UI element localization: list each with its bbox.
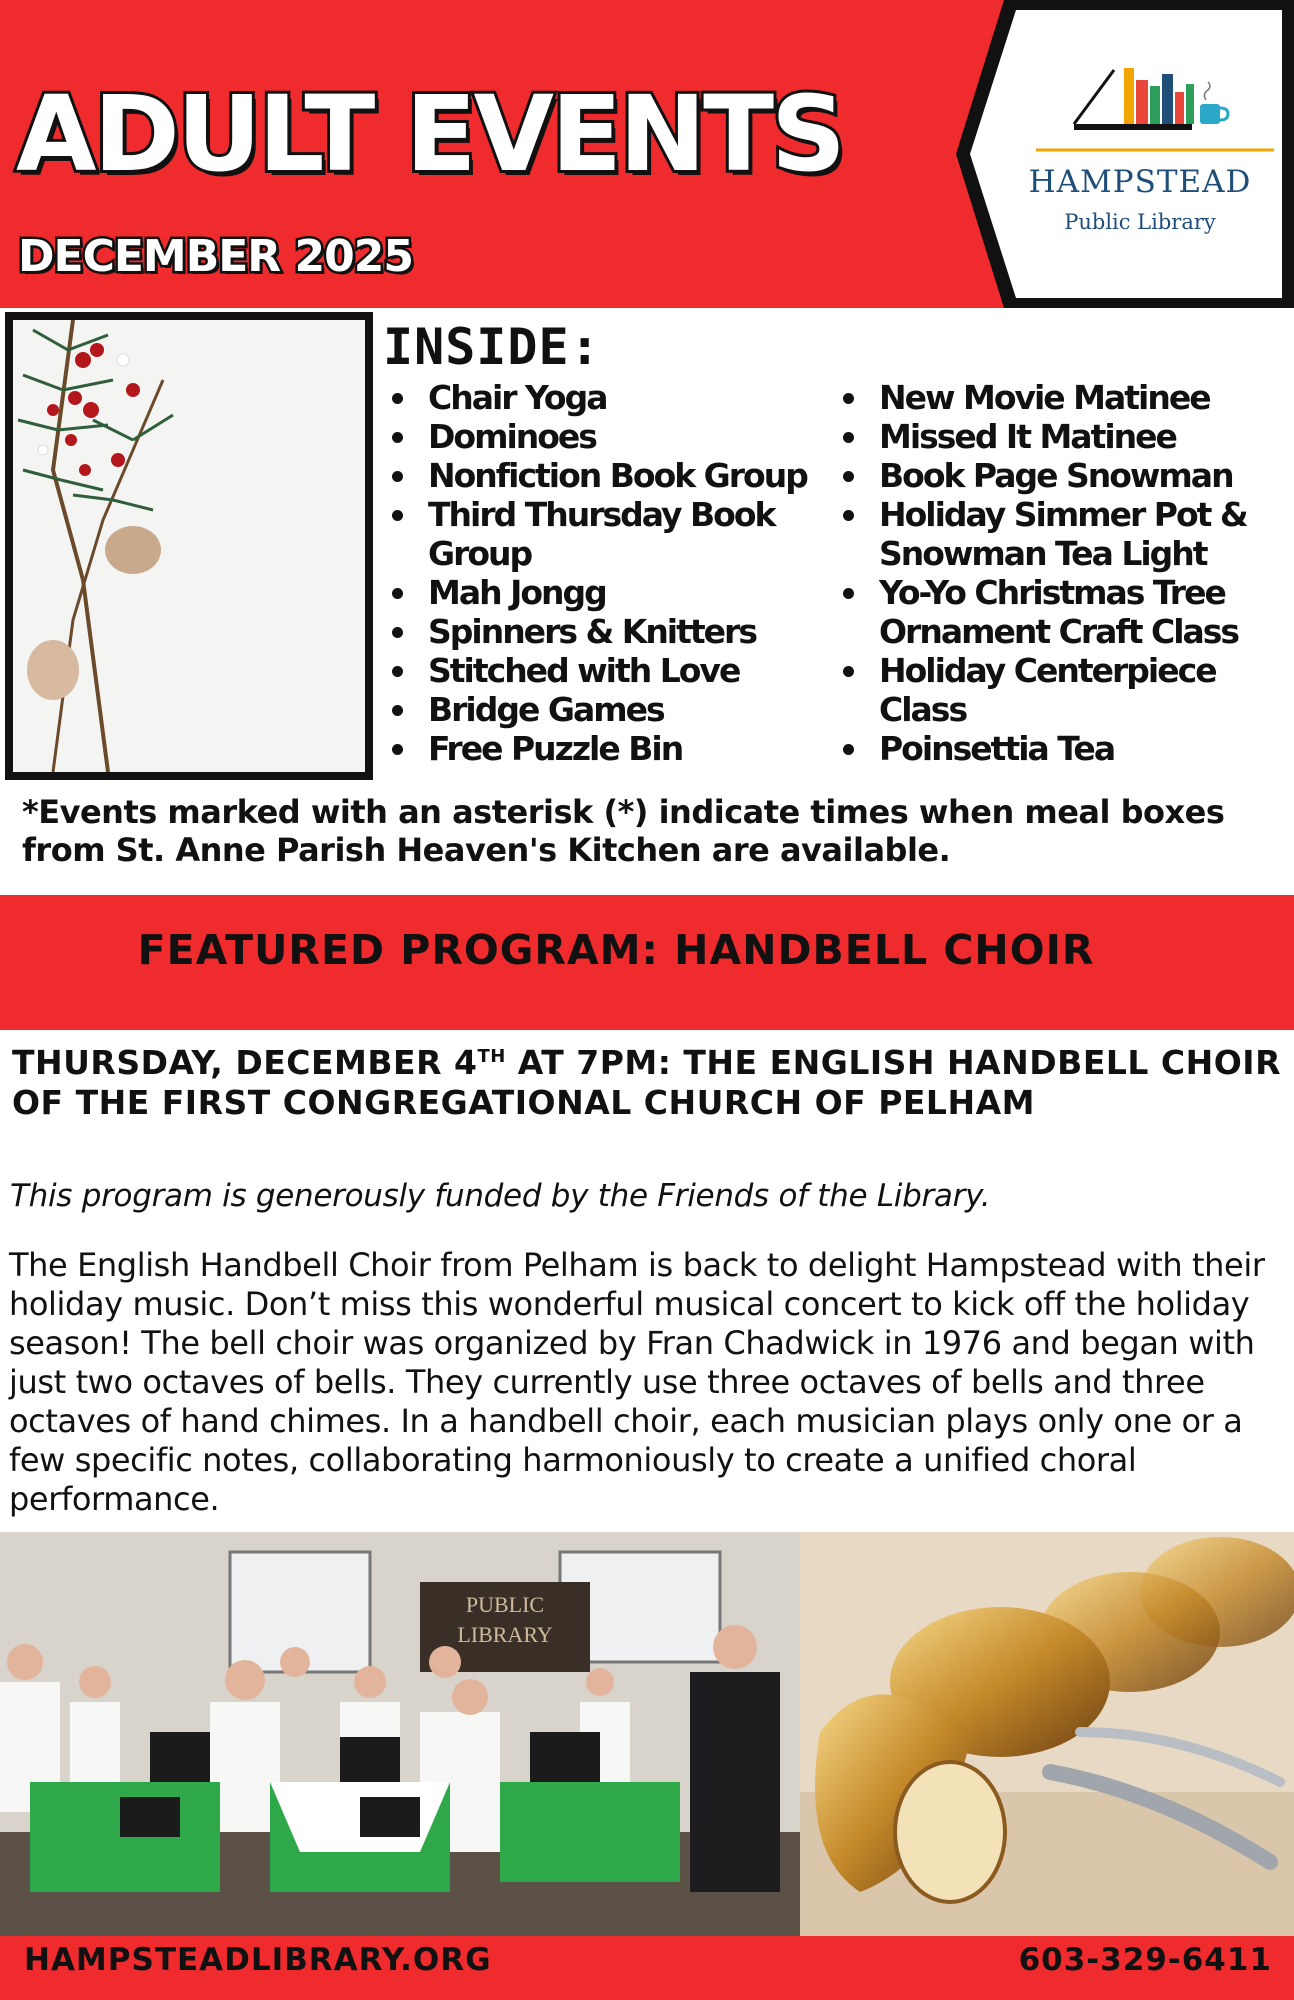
page-title: ADULT EVENTS (16, 73, 843, 195)
pine-branch-icon (13, 320, 365, 772)
website-link[interactable]: HAMPSTEADLIBRARY.ORG (24, 1942, 492, 1978)
list-item: Dominoes (384, 417, 814, 456)
logo-subname: Public Library (1064, 210, 1216, 234)
page-subtitle: DECEMBER 2025 (18, 231, 413, 282)
handbells-closeup-photo (800, 1532, 1294, 1936)
list-item: Free Puzzle Bin (384, 729, 814, 768)
library-logo[interactable] (956, 0, 1294, 308)
event-list-left (384, 378, 814, 768)
inside-heading: INSIDE: (383, 318, 601, 376)
list-item: Chair Yoga (384, 378, 814, 417)
list-item: Holiday Centerpiece Class (835, 651, 1290, 729)
list-item: Mah Jongg (384, 573, 814, 612)
sign-line-1: PUBLIC (465, 1592, 545, 1617)
bell-icon (800, 1532, 1294, 1936)
program-heading-rest: AT 7PM: THE ENGLISH HANDBELL CHOIR OF THE FIRST CONGREGATIONAL CHURCH OF PELHAM (12, 1043, 1281, 1122)
list-item: Poinsettia Tea (835, 729, 1290, 768)
date-suffix: TH (477, 1046, 506, 1067)
program-heading-date: THURSDAY, DECEMBER 4 (12, 1043, 478, 1082)
list-item: Spinners & Knitters (384, 612, 814, 651)
list-item: Holiday Simmer Pot & Snowman Tea Light (835, 495, 1290, 573)
sign-line-2: LIBRARY (457, 1622, 553, 1647)
asterisk-note: *Events marked with an asterisk (*) indicate times when meal boxes from St. Anne Parish Heaven's Kitchen are available. (22, 793, 1225, 869)
featured-banner-text: FEATURED PROGRAM: HANDBELL CHOIR (137, 926, 1095, 974)
phone-number[interactable]: 603-329-6411 (1018, 1942, 1272, 1978)
list-item: Bridge Games (384, 690, 814, 729)
holiday-branch-image (5, 312, 373, 780)
list-item: Book Page Snowman (835, 456, 1290, 495)
program-heading (12, 1043, 1282, 1123)
logo-badge (956, 0, 1294, 308)
list-item: Yo-Yo Christmas Tree Ornament Craft Class (835, 573, 1290, 651)
list-item: Stitched with Love (384, 651, 814, 690)
choir-photo-illustration (0, 1532, 800, 1936)
list-item: Third Thursday Book Group (384, 495, 814, 573)
funding-note: This program is generously funded by the Friends of the Library. (10, 1178, 991, 1214)
program-description: The English Handbell Choir from Pelham is back to delight Hampstead with their holiday music. Don’t miss this wonderful musical concert to kick off the holiday season! The bell choir was organized by Fran Chadwick in 1976 and began with just two octaves of bells. They currently use three octaves of bells and three octaves of hand chimes. In a handbell choir, each musician plays only one or a few specific notes, collaborating harmoniously to create a unified choral performance. (9, 1246, 1265, 1518)
handbell-choir-photo (0, 1532, 800, 1936)
event-list-right (835, 378, 1290, 768)
list-item: Nonfiction Book Group (384, 456, 814, 495)
list-item: New Movie Matinee (835, 378, 1290, 417)
logo-name: HAMPSTEAD (1028, 164, 1252, 200)
list-item: Missed It Matinee (835, 417, 1290, 456)
